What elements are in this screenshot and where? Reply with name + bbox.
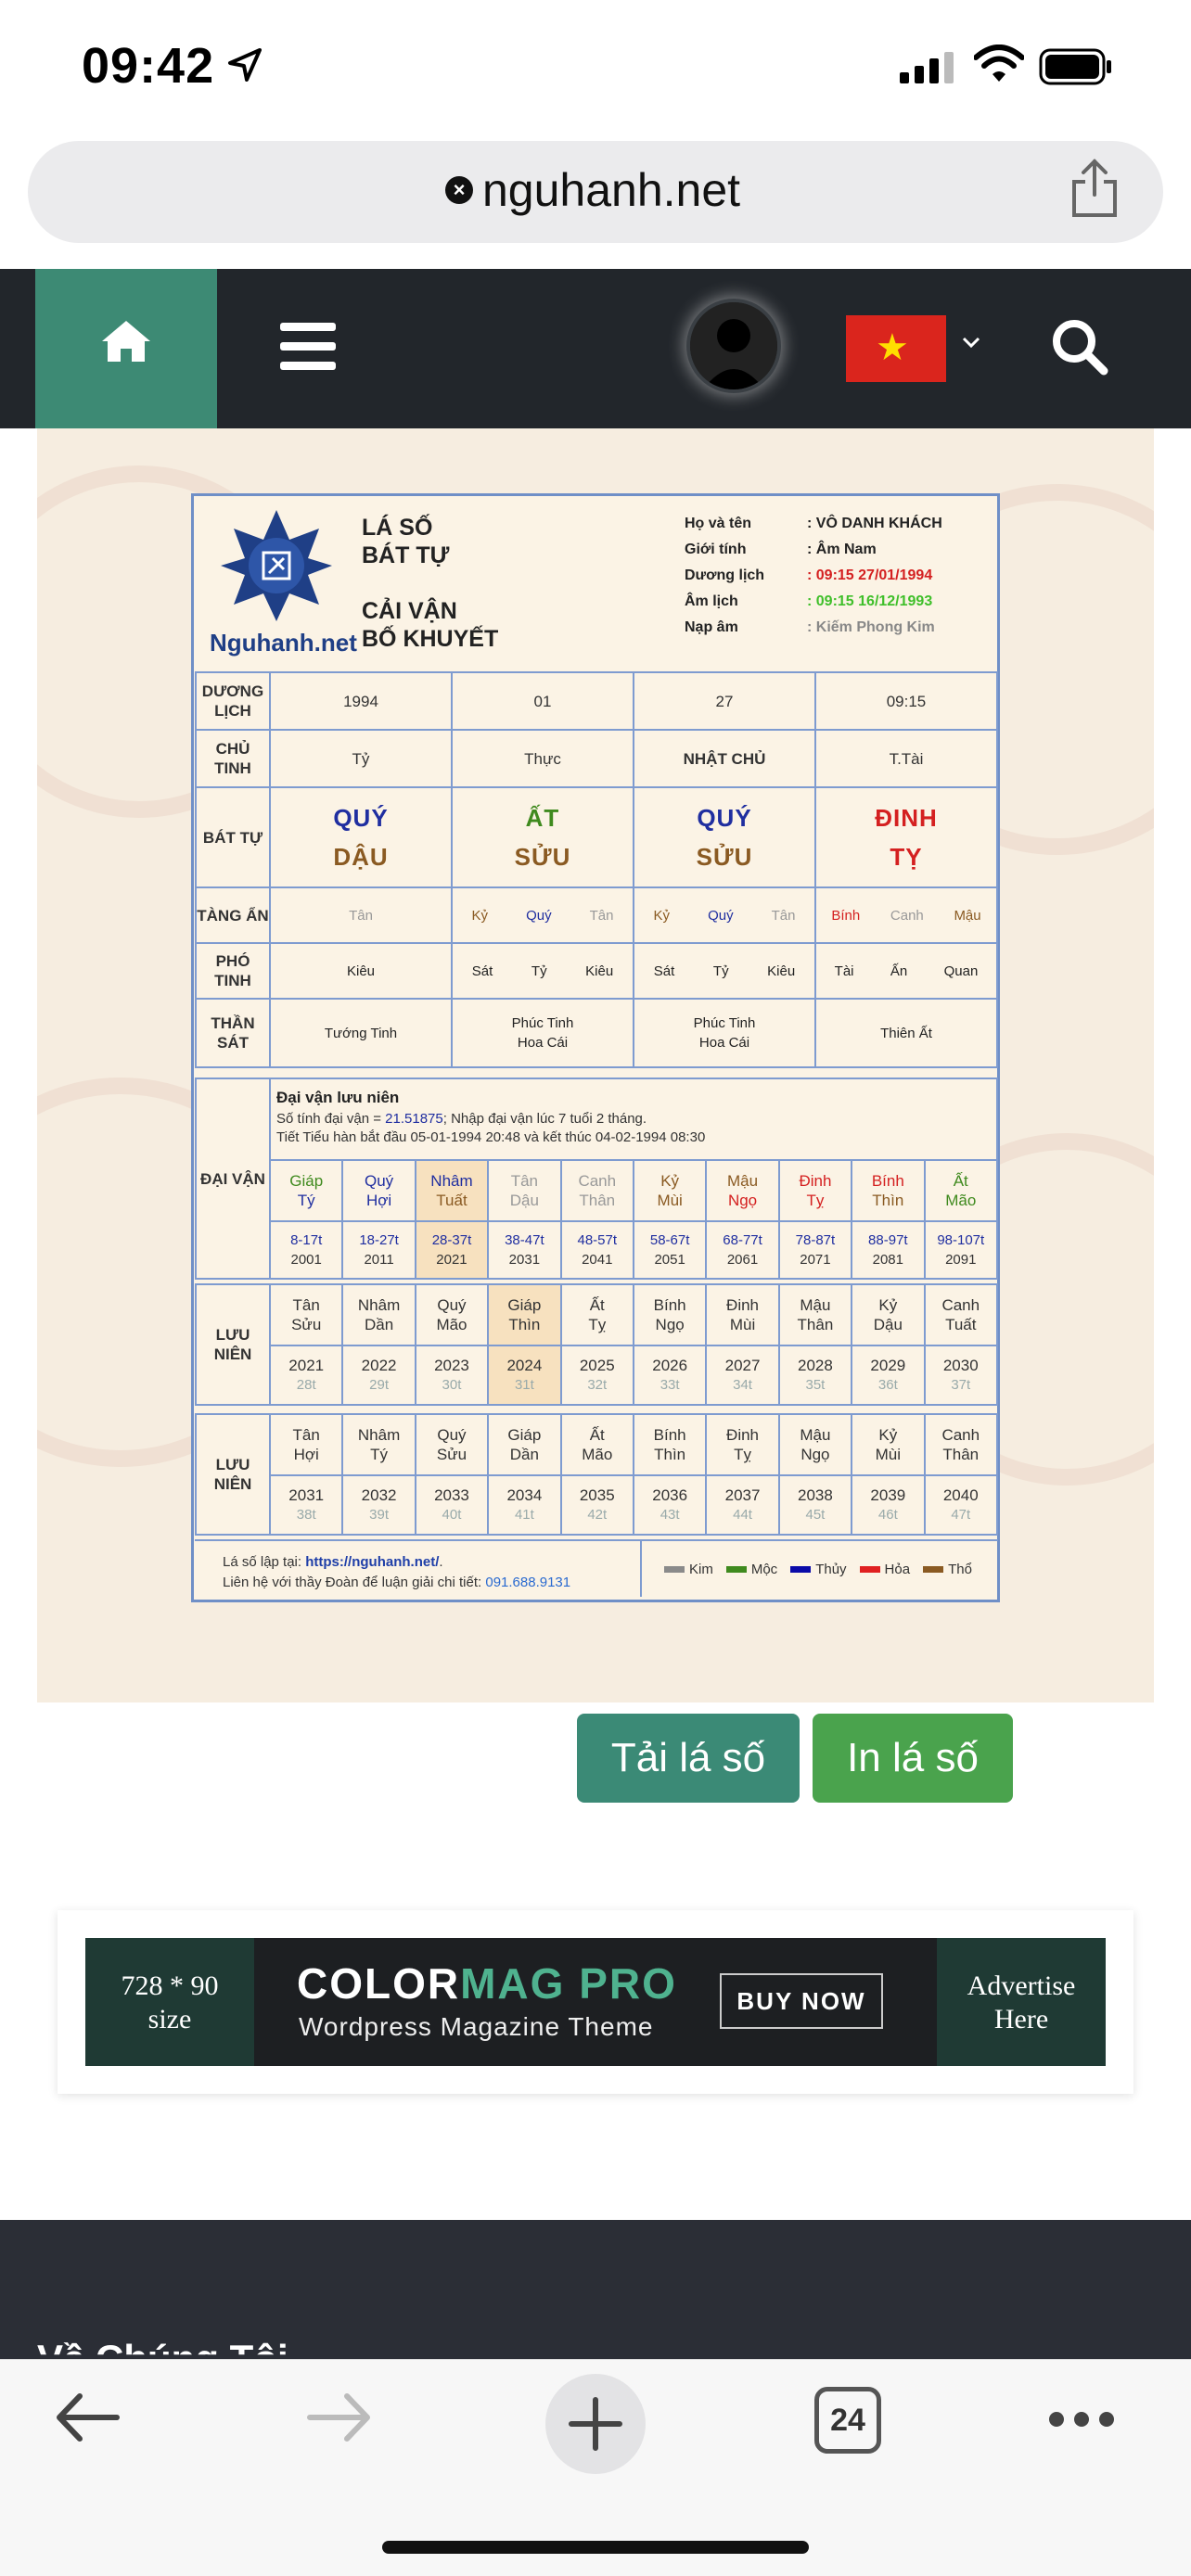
dai-van-can-chi: Canh Thân <box>561 1160 634 1221</box>
tang_an-item: Quý <box>708 907 734 924</box>
row-label: DƯƠNG LỊCH <box>196 672 270 730</box>
pho_tinh-item: Tỷ <box>531 963 547 979</box>
luu-nien-year: 2030 37t <box>925 1345 997 1405</box>
luu-nien-year: 2025 32t <box>561 1345 634 1405</box>
luu-nien-year: 2032 39t <box>342 1475 415 1535</box>
dai-van-can-chi: Ất Mão <box>925 1160 997 1221</box>
footer-contact: Liên hệ với thầy Đoàn để luận giải chi tiết: 091.688.9131 <box>223 1575 571 1590</box>
duong_lich-cell: 01 <box>452 672 634 730</box>
back-icon[interactable] <box>52 2387 122 2448</box>
menu-icon[interactable] <box>278 321 338 373</box>
ad-advertise-label[interactable]: Advertise Here <box>937 1938 1106 2066</box>
row-bat_tu <box>196 787 997 887</box>
print-chart-button[interactable]: In lá số <box>813 1714 1013 1803</box>
dai-van-age: 28-37t 2021 <box>416 1221 488 1279</box>
plus-icon <box>545 2374 646 2474</box>
legend-swatch <box>726 1566 747 1573</box>
row-label: THẦN SÁT <box>196 999 270 1067</box>
than_sat-item: Thiên Ất <box>880 1025 932 1041</box>
legend-item <box>664 1562 713 1577</box>
than_sat-item: Hoa Cái <box>698 1035 750 1051</box>
than_sat-cell <box>815 999 997 1067</box>
luu-nien-can-chi: Ất Tỵ <box>561 1284 634 1345</box>
logo-icon <box>219 508 334 623</box>
than_sat-cell <box>270 999 452 1067</box>
chu_tinh-cell: Tỷ <box>270 730 452 787</box>
than_sat-item: Hoa Cái <box>517 1035 569 1051</box>
pho_tinh-item: Tỷ <box>712 963 729 979</box>
clear-icon[interactable]: × <box>445 176 473 204</box>
dai-van-can-chi: Nhâm Tuất <box>416 1160 488 1221</box>
duong_lich-cell: 27 <box>634 672 815 730</box>
luu-nien-can-chi: Kỷ Dậu <box>852 1284 924 1345</box>
dai-van-age: 48-57t 2041 <box>561 1221 634 1279</box>
luu-nien-year: 2036 43t <box>634 1475 706 1535</box>
ad-brand: COLORMAG PRO <box>297 1959 677 2008</box>
luu-nien-table-1 <box>195 1283 998 1406</box>
tang_an-item: Canh <box>890 907 924 924</box>
dai-van-can-chi: Kỷ Mùi <box>634 1160 706 1221</box>
dai-van-can-chi: Bính Thìn <box>852 1160 924 1221</box>
thien-can: ẤT <box>525 804 560 832</box>
info-label: Dương lịch <box>685 567 765 583</box>
legend-label: Thủy <box>815 1562 847 1577</box>
bat_tu-cell <box>270 787 452 887</box>
dia-chi: SỬU <box>696 843 753 871</box>
luu-nien-year: 2029 36t <box>852 1345 924 1405</box>
luu-nien-year: 2040 47t <box>925 1475 997 1535</box>
chart-subtitle-2: BỐ KHUYẾT <box>362 626 499 652</box>
luu-nien-can-chi: Canh Tuất <box>925 1284 997 1345</box>
wifi-icon <box>974 45 1024 83</box>
footer-source: Lá số lập tại: https://nguhanh.net/. <box>223 1554 443 1570</box>
luu-nien-year: 2034 41t <box>488 1475 560 1535</box>
dai-van-note-2: Tiết Tiểu hàn bắt đầu 05-01-1994 20:48 và kết thúc 04-02-1994 08:30 <box>276 1129 706 1145</box>
url-text[interactable]: nguhanh.net <box>482 164 741 216</box>
info-label: Nạp âm <box>685 619 738 635</box>
dai-van-age: 98-107t 2091 <box>925 1221 997 1279</box>
pho_tinh-item: Sát <box>471 963 493 979</box>
bat_tu-cell <box>634 787 815 887</box>
tang_an-item: Tân <box>771 907 796 924</box>
signal-icon <box>900 52 957 83</box>
info-label: Âm lịch <box>685 593 738 609</box>
dia-chi: TỴ <box>890 843 923 871</box>
legend-item <box>923 1562 972 1577</box>
footer-divider <box>640 1541 642 1597</box>
tabs-icon[interactable]: 24 <box>814 2387 881 2454</box>
dai-van-can-chi: Mậu Ngọ <box>706 1160 778 1221</box>
home-indicator <box>382 2541 809 2554</box>
element-legend <box>664 1562 972 1577</box>
than_sat-item: Phúc Tinh <box>693 1015 756 1031</box>
pho_tinh-item: Tài <box>834 963 854 979</box>
luu-nien-can-chi: Nhâm Tý <box>342 1414 415 1475</box>
legend-swatch <box>860 1566 880 1573</box>
luu-nien-can-chi: Tân Sửu <box>270 1284 342 1345</box>
legend-swatch <box>790 1566 811 1573</box>
download-chart-button[interactable]: Tải lá số <box>577 1714 800 1803</box>
luu-nien-can-chi: Ất Mão <box>561 1414 634 1475</box>
row-chu_tinh <box>196 730 997 787</box>
chu_tinh-cell: T.Tài <box>815 730 997 787</box>
info-label: Họ và tên <box>685 516 752 531</box>
luu-nien-year: 2024 31t <box>488 1345 560 1405</box>
ad-buy-button[interactable]: BUY NOW <box>720 1973 883 2029</box>
luu-nien-can-chi: Nhâm Dần <box>342 1284 415 1345</box>
pho_tinh-item: Sát <box>653 963 675 979</box>
info-value: : Kiếm Phong Kim <box>807 619 935 635</box>
tang_an-cell <box>452 887 634 943</box>
pho_tinh-item: Quan <box>943 963 979 979</box>
chart-subtitle-1: CẢI VẬN <box>362 598 457 624</box>
bat-tu-table <box>195 671 998 1068</box>
luu-nien-year: 2021 28t <box>270 1345 342 1405</box>
luu-nien-year: 2027 34t <box>706 1345 778 1405</box>
bat_tu-cell <box>452 787 634 887</box>
than_sat-cell <box>634 999 815 1067</box>
dia-chi: SỬU <box>514 843 571 871</box>
pho_tinh-item: Ấn <box>890 963 908 979</box>
dai-van-age: 38-47t 2031 <box>488 1221 560 1279</box>
ad-tagline: Wordpress Magazine Theme <box>299 2012 654 2041</box>
dai-van-age: 78-87t 2071 <box>779 1221 852 1279</box>
luu-nien-year: 2022 29t <box>342 1345 415 1405</box>
avatar[interactable] <box>690 302 777 389</box>
tang_an-item: Kỷ <box>471 907 489 924</box>
legend-item <box>790 1562 846 1577</box>
pho_tinh-item: Kiêu <box>767 963 796 979</box>
dai-van-age: 58-67t 2051 <box>634 1221 706 1279</box>
row-duong_lich <box>196 672 997 730</box>
luu-nien-can-chi: Quý Sửu <box>416 1414 488 1475</box>
info-value: : 09:15 16/12/1993 <box>807 593 933 609</box>
luu-nien-table-2 <box>195 1413 998 1536</box>
pho_tinh-cell <box>815 943 997 999</box>
status-time: 09:42 <box>82 38 215 94</box>
row-label: PHÓ TINH <box>196 943 270 999</box>
home-icon <box>98 317 154 365</box>
luu-nien-year: 2039 46t <box>852 1475 924 1535</box>
dai-van-age: 8-17t 2001 <box>270 1221 342 1279</box>
luu-nien-year: 2023 30t <box>416 1345 488 1405</box>
pho_tinh-cell <box>452 943 634 999</box>
forward-icon[interactable] <box>304 2387 375 2448</box>
luu-nien-can-chi: Kỷ Mùi <box>852 1414 924 1475</box>
luu-nien-can-chi: Mậu Ngọ <box>779 1414 852 1475</box>
chu_tinh-cell: NHẬT CHỦ <box>634 730 815 787</box>
chart-title-1: LÁ SỐ <box>362 515 433 541</box>
battery-icon <box>1039 48 1113 85</box>
info-value: : Âm Nam <box>807 542 877 557</box>
luu-nien-can-chi: Đinh Mùi <box>706 1284 778 1345</box>
thien-can: ĐINH <box>875 804 938 832</box>
bat_tu-cell <box>815 787 997 887</box>
info-label: Giới tính <box>685 542 747 557</box>
row-label: CHỦ TINH <box>196 730 270 787</box>
legend-item <box>860 1562 911 1577</box>
legend-swatch <box>664 1566 685 1573</box>
luu-nien-can-chi: Mậu Thân <box>779 1284 852 1345</box>
row-label: TÀNG ẨN <box>196 887 270 943</box>
share-icon[interactable] <box>1069 158 1121 219</box>
luu-nien-year: 2038 45t <box>779 1475 852 1535</box>
tang_an-item: Kỷ <box>653 907 671 924</box>
luu-nien-can-chi: Đinh Tỵ <box>706 1414 778 1475</box>
dai-van-age: 18-27t 2011 <box>342 1221 415 1279</box>
ad-size-label: 728 * 90 size <box>85 1938 254 2066</box>
pho_tinh-item: Kiêu <box>346 963 376 979</box>
luu-nien-can-chi: Giáp Thìn <box>488 1284 560 1345</box>
legend-label: Hỏa <box>884 1562 911 1577</box>
dai-van-can-chi: Đinh Tỵ <box>779 1160 852 1221</box>
legend-label: Mộc <box>750 1562 778 1577</box>
tang_an-item: Tân <box>589 907 614 924</box>
tang_an-cell <box>815 887 997 943</box>
than_sat-cell <box>452 999 634 1067</box>
chevron-down-icon[interactable] <box>961 336 981 351</box>
legend-item <box>726 1562 777 1577</box>
dai-van-age: 88-97t 2081 <box>852 1221 924 1279</box>
dai-van-age: 68-77t 2061 <box>706 1221 778 1279</box>
luu-nien-year: 2031 38t <box>270 1475 342 1535</box>
than_sat-item: Tướng Tinh <box>324 1025 398 1041</box>
tang_an-item: Quý <box>526 907 552 924</box>
dai-van-can-chi: Tân Dậu <box>488 1160 560 1221</box>
avatar-icon <box>690 302 777 389</box>
duong_lich-cell: 1994 <box>270 672 452 730</box>
pho_tinh-cell <box>270 943 452 999</box>
duong_lich-cell: 09:15 <box>815 672 997 730</box>
legend-label: Thổ <box>948 1562 972 1577</box>
new-tab-button[interactable] <box>545 2374 646 2474</box>
luu-nien-year: 2035 42t <box>561 1475 634 1535</box>
chart-title-2: BÁT TỰ <box>362 542 450 568</box>
chu_tinh-cell: Thực <box>452 730 634 787</box>
luu-nien-year: 2037 44t <box>706 1475 778 1535</box>
luu-nien-can-chi: Giáp Dần <box>488 1414 560 1475</box>
pho_tinh-item: Kiêu <box>585 963 614 979</box>
luu-nien-can-chi: Quý Mão <box>416 1284 488 1345</box>
luu-nien-year: 2028 35t <box>779 1345 852 1405</box>
source-link[interactable]: https://nguhanh.net/ <box>305 1554 440 1570</box>
row-label: ĐẠI VẬN <box>196 1078 270 1279</box>
luu-nien-can-chi: Canh Thân <box>925 1414 997 1475</box>
dia-chi: DẬU <box>333 843 389 871</box>
dai-van-note-1: Số tính đại vận = 21.51875; Nhập đại vận lúc 7 tuổi 2 tháng. <box>276 1111 647 1127</box>
luu-nien-year: 2033 40t <box>416 1475 488 1535</box>
legend-swatch <box>923 1566 943 1573</box>
dai-van-can-chi: Giáp Tý <box>270 1160 342 1221</box>
row-label: LƯU NIÊN <box>196 1414 270 1535</box>
tang_an-cell <box>634 887 815 943</box>
pho_tinh-cell <box>634 943 815 999</box>
than_sat-item: Phúc Tinh <box>511 1015 574 1031</box>
thien-can: QUÝ <box>697 804 752 832</box>
thien-can: QUÝ <box>333 804 389 832</box>
more-icon[interactable] <box>1048 2411 1115 2428</box>
luu-nien-can-chi: Tân Hợi <box>270 1414 342 1475</box>
row-tang_an <box>196 887 997 943</box>
dai-van-can-chi: Quý Hợi <box>342 1160 415 1221</box>
info-value: : 09:15 27/01/1994 <box>807 567 933 583</box>
row-label: LƯU NIÊN <box>196 1284 270 1405</box>
row-than_sat <box>196 999 997 1067</box>
luu-nien-can-chi: Bính Thìn <box>634 1414 706 1475</box>
logo-text: Nguhanh.net <box>210 629 357 657</box>
search-icon[interactable] <box>1050 317 1109 376</box>
flag-star-icon: ★ <box>876 327 909 368</box>
tang_an-item: Tân <box>349 907 373 924</box>
tang_an-item: Bính <box>831 907 861 924</box>
dai-van-title: Đại vận lưu niên <box>276 1089 400 1106</box>
legend-label: Kim <box>689 1562 713 1577</box>
row-label: BÁT TỰ <box>196 787 270 887</box>
tang_an-item: Mậu <box>954 907 981 924</box>
phone-link[interactable]: 091.688.9131 <box>485 1575 571 1590</box>
location-arrow-icon <box>226 46 263 83</box>
luu-nien-year: 2026 33t <box>634 1345 706 1405</box>
dai-van-table <box>195 1078 998 1280</box>
luu-nien-can-chi: Bính Ngọ <box>634 1284 706 1345</box>
tang_an-cell <box>270 887 452 943</box>
info-value: : VÔ DANH KHÁCH <box>807 516 942 531</box>
row-pho_tinh <box>196 943 997 999</box>
